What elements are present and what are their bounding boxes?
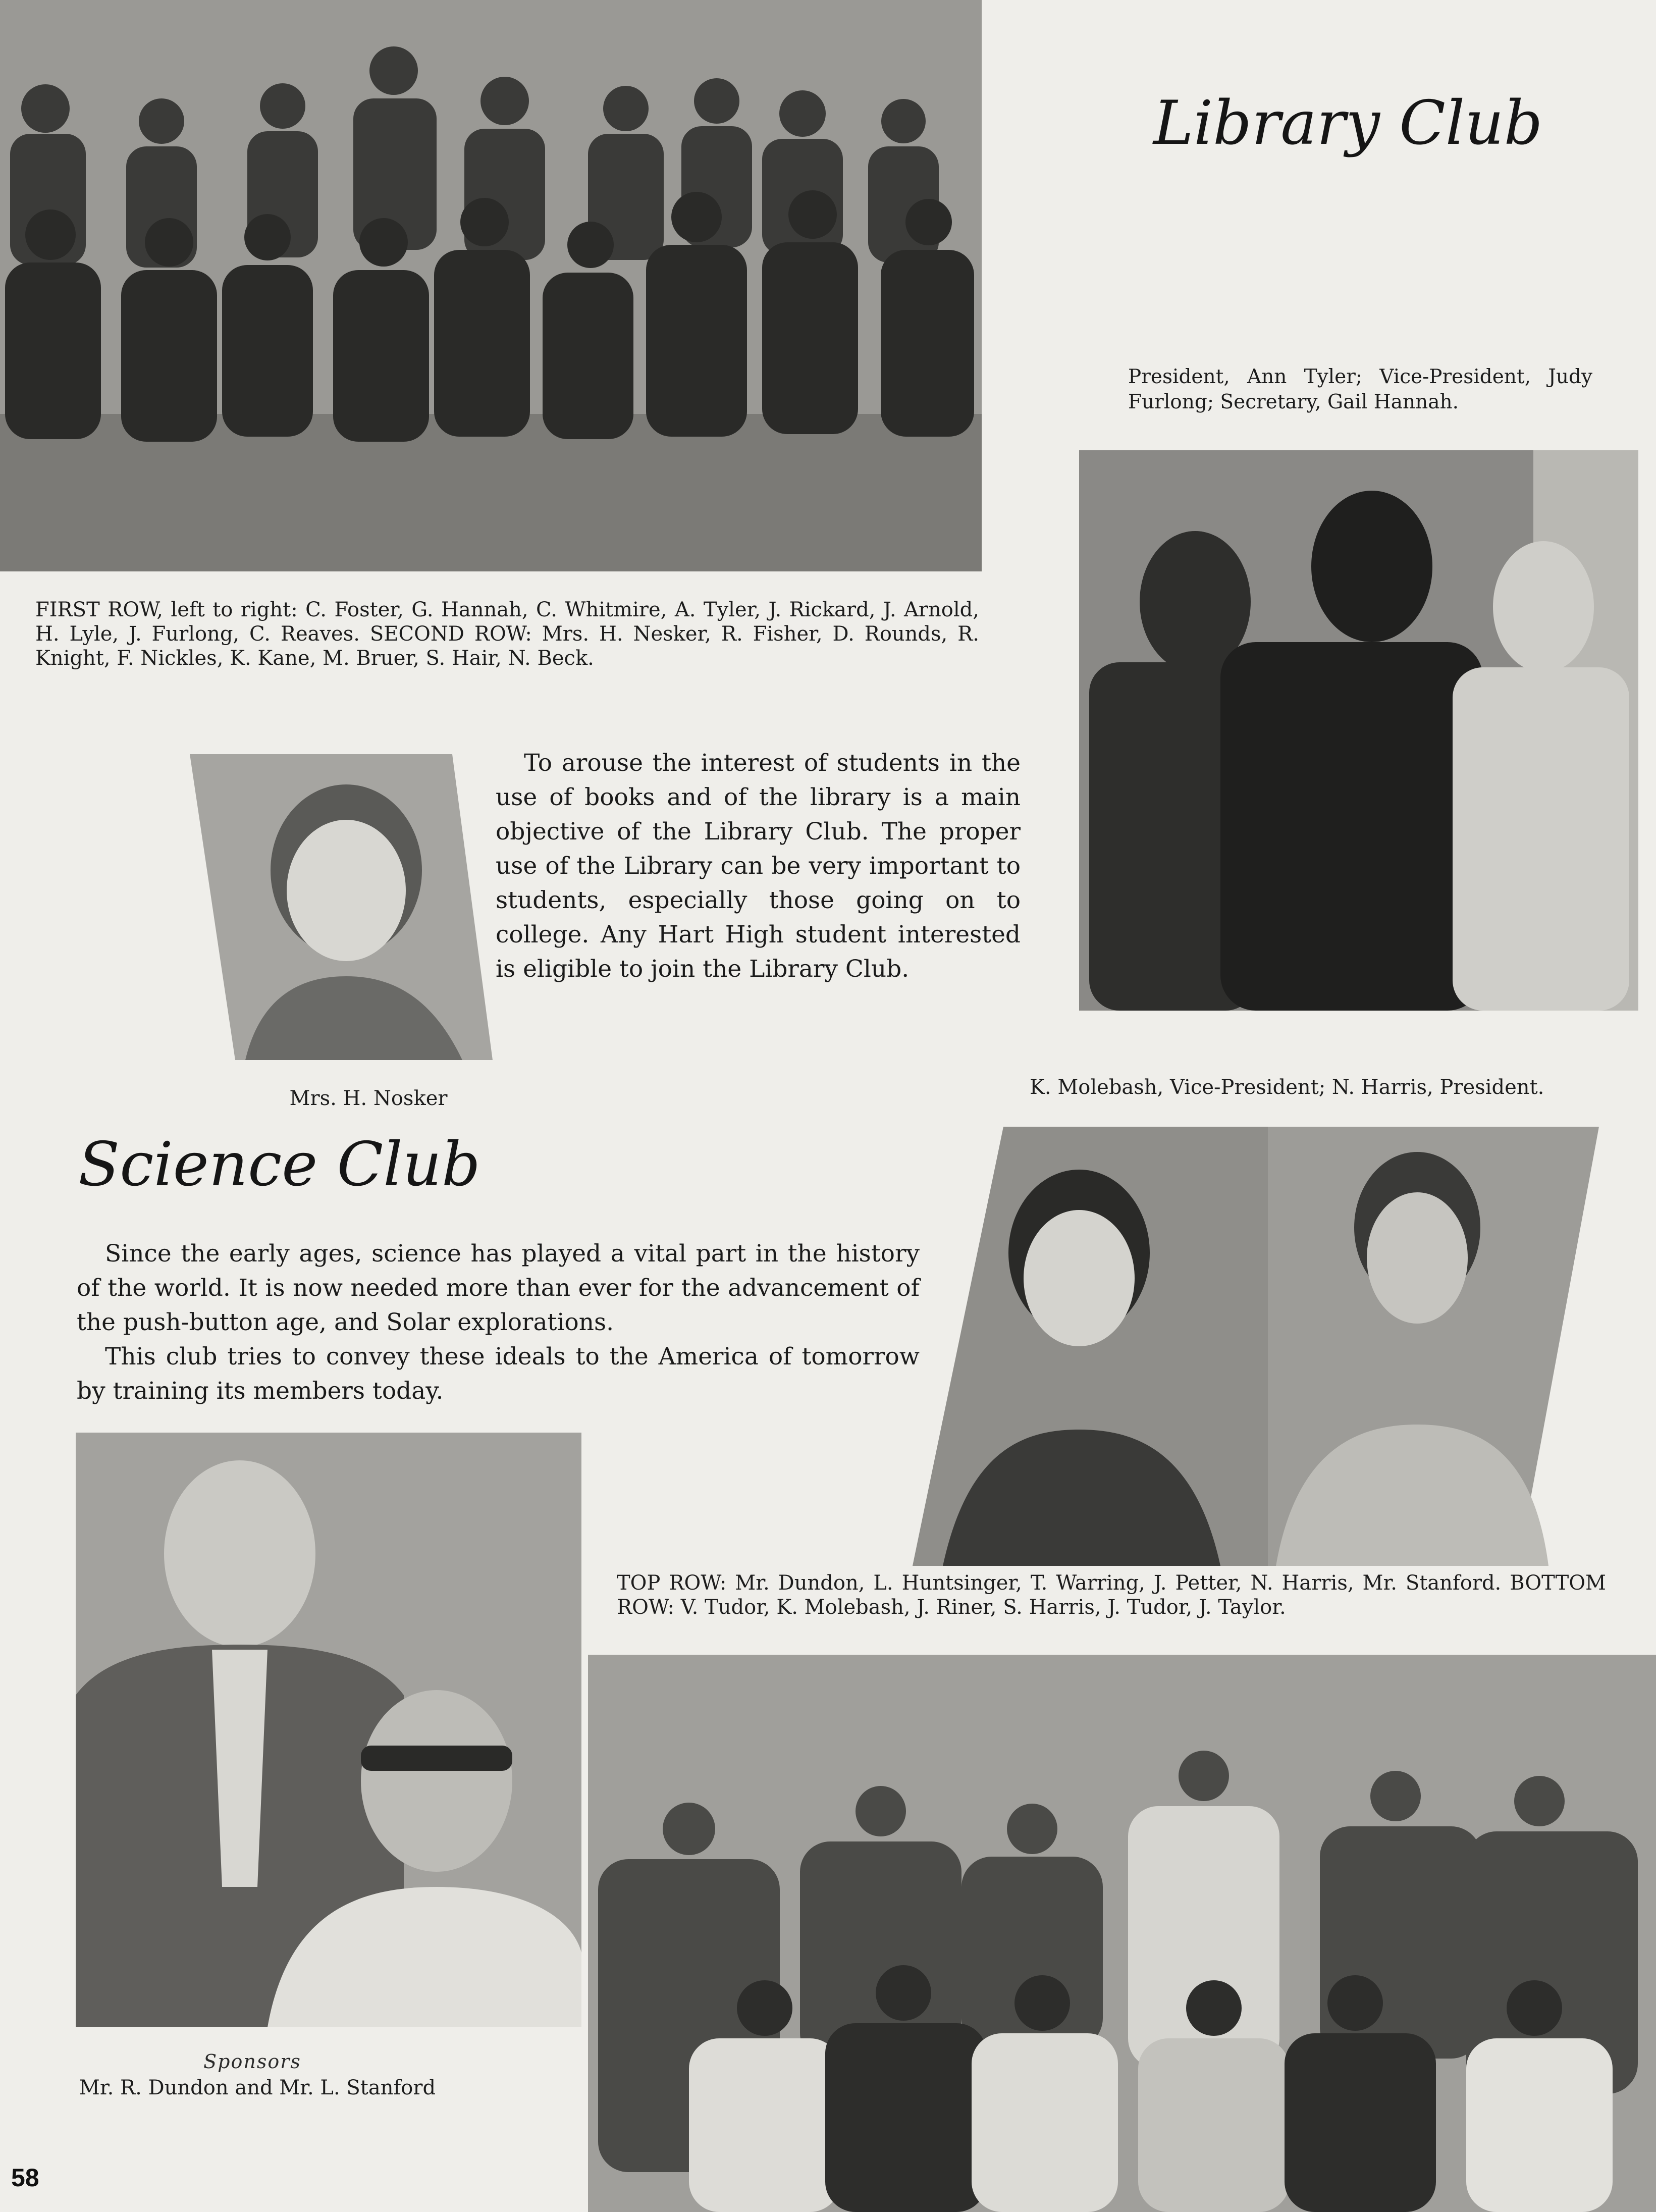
science-officers-photo: [913, 1127, 1599, 1566]
library-sponsor-caption: Mrs. H. Nosker: [289, 1087, 448, 1110]
sponsors-label: Sponsors: [203, 2050, 301, 2073]
library-officers-photo: [1079, 450, 1638, 1011]
science-description-p2: This club tries to convey these ideals to the America of tomorrow by training its members today.: [77, 1343, 920, 1405]
library-sponsor-portrait: [190, 754, 493, 1060]
science-group-caption: TOP ROW: Mr. Dundon, L. Huntsinger, T. Warring, J. Petter, N. Harris, Mr. Stanford. BOTTOM ROW: V. Tudor, K. Molebash, J. Riner, S. Harris, J. Tudor, J. Taylor.: [617, 1571, 1606, 1619]
science-description-p1: Since the early ages, science has played a vital part in the history of the world. It is now needed more than ever for the advancement of the push-button age, and Solar explorations.: [77, 1240, 920, 1336]
science-officers-caption: K. Molebash, Vice-President; N. Harris, President.: [1030, 1076, 1544, 1099]
sponsors-names: Mr. R. Dundon and Mr. L. Stanford: [79, 2076, 436, 2099]
page-number: 58: [11, 2164, 39, 2192]
library-description: [496, 746, 1021, 986]
library-description-text: To arouse the interest of students in the use of books and of the library is a main objective of the Library Club. The proper use of the Library can be very important to students, especially those going on to college. Any Hart High student interested is eligible to join the Library Club.: [496, 749, 1021, 983]
library-club-group-photo: [0, 0, 982, 571]
library-club-title: Library Club: [1153, 88, 1543, 159]
science-description: [77, 1237, 920, 1408]
science-club-title: Science Club: [78, 1130, 480, 1200]
science-club-group-photo: [588, 1655, 1656, 2212]
science-sponsors-photo: [76, 1433, 581, 2027]
library-officers-caption: President, Ann Tyler; Vice-President, Judy Furlong; Secretary, Gail Hannah.: [1128, 365, 1592, 413]
library-group-caption: FIRST ROW, left to right: C. Foster, G. Hannah, C. Whitmire, A. Tyler, J. Rickard, J. Arnold, H. Lyle, J. Furlong, C. Reaves. SECOND ROW: Mrs. H. Nesker, R. Fisher, D. Rounds, R. Knight, F. Nickles, K. Kane, M. Bruer, S. Hair, N. Beck.: [35, 598, 979, 670]
